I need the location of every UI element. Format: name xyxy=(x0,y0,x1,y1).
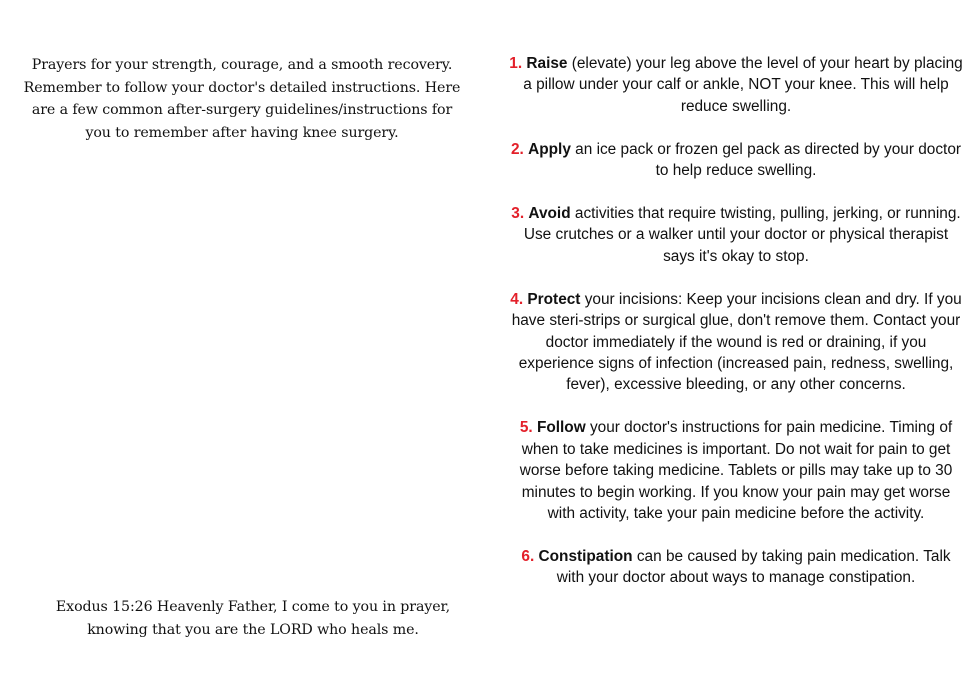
instruction-keyword: Follow xyxy=(536,419,586,437)
instruction-text: can be caused by taking pain medication. Talk with your doctor about ways to manage constipation. xyxy=(556,547,951,587)
instruction-text: your incisions: Keep your incisions clean and dry. If you have steri-strips or surgical glue, don't remove them. Contact your doctor immediately if the wound is red or draining, if you experience signs of infection (increased pain, redness, swelling, fever), excessive bleeding, or any other concerns. xyxy=(511,290,962,394)
instruction-number: 3. xyxy=(511,205,525,223)
instruction-keyword: Apply xyxy=(528,140,571,158)
instruction-item-5 xyxy=(508,417,964,524)
instruction-keyword: Protect xyxy=(527,290,581,308)
scripture-verse: Exodus 15:26 Heavenly Father, I come to you in prayer, knowing that you are the LORD who heals me. xyxy=(55,599,451,638)
instruction-keyword: Raise xyxy=(526,55,568,72)
instruction-number: 2. xyxy=(511,140,524,158)
instruction-number: 6. xyxy=(521,547,535,565)
intro-paragraph: Prayers for your strength, courage, and a smooth recovery. Remember to follow your doctor's detailed instructions. Here are a few common after-surgery guidelines/instructions for you to remember after having knee surgery. xyxy=(23,57,461,141)
instruction-keyword: Avoid xyxy=(528,205,571,223)
instruction-keyword: Constipation xyxy=(538,547,633,565)
instruction-item-4 xyxy=(508,289,964,396)
instruction-number: 4. xyxy=(510,290,524,308)
instruction-text: an ice pack or frozen gel pack as directed by your doctor to help reduce swelling. xyxy=(575,140,961,180)
instruction-item-2 xyxy=(508,139,964,182)
instruction-text: (elevate) your leg above the level of your heart by placing a pillow under your calf or ankle, NOT your knee. This will help reduce swelling. xyxy=(523,55,963,115)
instruction-text: your doctor's instructions for pain medicine. Timing of when to take medicines is important. Do not wait for pain to get worse before taking medicine. Tablets or pills may take up to 30 minutes to begin working. If you know your pain may get worse with activity, take your pain medicine before the activity. xyxy=(519,419,953,522)
instruction-text: activities that require twisting, pulling, jerking, or running. Use crutches or a walker until your doctor or physical therapist says it's okay to stop. xyxy=(523,205,961,265)
instruction-list xyxy=(508,53,964,610)
instruction-item-1 xyxy=(508,53,964,117)
instruction-number: 5. xyxy=(519,419,533,437)
instruction-number: 1. xyxy=(509,55,523,72)
instruction-item-3 xyxy=(508,203,964,267)
instruction-item-6 xyxy=(508,546,964,589)
